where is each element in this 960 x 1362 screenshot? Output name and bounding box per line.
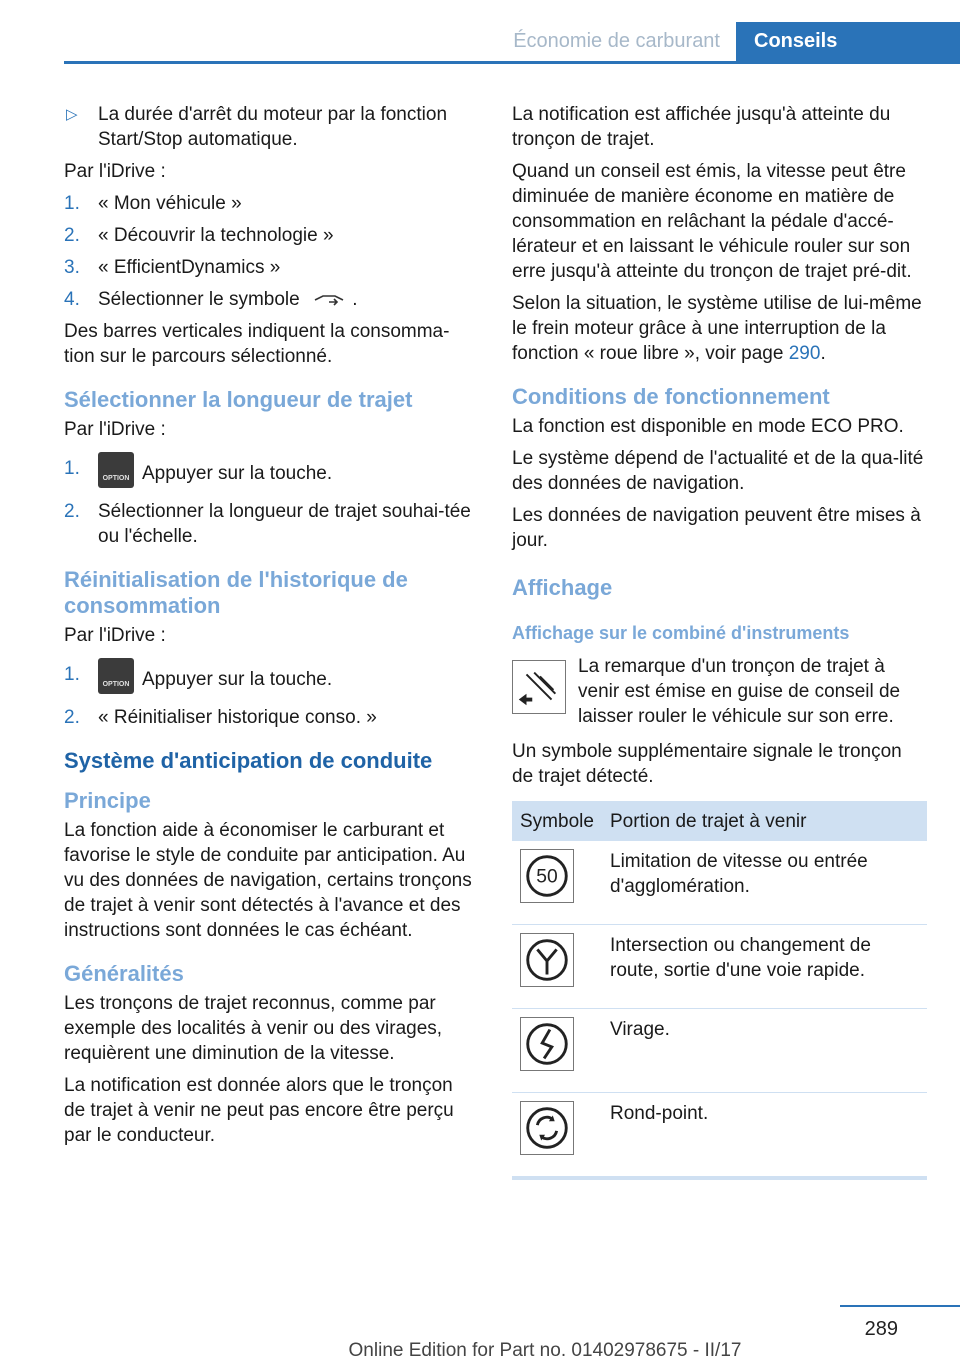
page-number: 289: [864, 1318, 898, 1340]
heading-conditions: Conditions de fonctionnement: [512, 384, 830, 409]
header-section-title: Économie de carburant: [513, 30, 720, 52]
header-tab-label: Conseils: [754, 30, 838, 52]
general-paragraph: Les tronçons de trajet reconnus, comme par exemple des localités à venir ou des virages, requièrent une diminution de la vitesse.: [64, 993, 443, 1064]
list-item: 1. OPTION Appuyer sur la touche.: [64, 456, 479, 492]
header-tab: [736, 22, 960, 63]
paragraph: Un symbole supplémentaire signale le tronçon de trajet détecté.: [512, 741, 902, 787]
paragraph: Le système dépend de l'actualité et de la qua-lité des données de navigation.: [512, 448, 924, 494]
table-header-portion: Portion de trajet à venir: [602, 801, 927, 841]
bars-paragraph: Des barres verticales indiquent la consomma-tion sur le parcours sélectionné.: [64, 321, 450, 367]
steps-list: [64, 191, 479, 312]
paragraph: La fonction est disponible en mode ECO PRO.: [512, 416, 904, 437]
list-item: 2. « Réinitialiser historique conso. »: [64, 707, 377, 728]
par-idrive: Par l'iDrive :: [64, 625, 166, 646]
footer-edition: Online Edition for Part no. 01402978675 - II/17: [348, 1340, 742, 1361]
paragraph: Quand un conseil est émis, la vitesse peut être diminuée de manière économe en matière de consommation en relâchant la pédale d'accé-lérateur et en laissant le véhicule rouler sur son erre jusqu'à atteinte du tronçon de trajet pré-dit.: [512, 161, 912, 282]
table-row: Intersection ou changement de route, sortie d'une voie rapide.: [512, 925, 927, 1009]
heading-affichage-sub: Affichage sur le combiné d'instruments: [512, 623, 850, 643]
page-link[interactable]: 290: [788, 343, 821, 364]
left-column: [64, 102, 479, 1155]
steps-list: [64, 662, 479, 730]
par-idrive: Par l'iDrive :: [64, 419, 166, 440]
table-header-symbol: Symbole: [512, 801, 602, 841]
heading-trajet: Sélectionner la longueur de trajet: [64, 387, 413, 412]
heading-reset: Réinitialisation de l'historique de consommation: [64, 567, 408, 618]
list-item: 2. Sélectionner la longueur de trajet souhai-tée ou l'échelle.: [64, 501, 471, 547]
heading-principe: Principe: [64, 788, 151, 813]
list-item: 1. « Mon véhicule »: [64, 193, 242, 214]
header-rule: [64, 61, 960, 64]
list-item: 1. OPTION Appuyer sur la touche.: [64, 662, 479, 698]
efficient-dynamics-symbol-icon: [313, 290, 347, 310]
roundabout-icon: [520, 1101, 574, 1155]
bullet-item: ▷ La durée d'arrêt du moteur par la fonction Start/Stop automatique.: [66, 104, 448, 150]
option-button-icon: OPTION: [98, 452, 134, 488]
note-block: La remarque d'un tronçon de trajet à venir est émise en guise de conseil de laisser rouler le véhicule sur son erre.: [512, 654, 927, 729]
table-row: 50 Limitation de vitesse ou entrée d'agglomération.: [512, 841, 927, 925]
par-idrive: Par l'iDrive :: [64, 161, 166, 182]
speed-limit-50-icon: [520, 849, 574, 903]
table-row: Rond-point.: [512, 1093, 927, 1179]
symbol-table: [512, 801, 927, 1180]
paragraph: Les données de navigation peuvent être mises à jour.: [512, 505, 921, 551]
coasting-hint-icon: [512, 660, 566, 714]
triangle-bullet-icon: ▷: [66, 106, 78, 123]
principe-paragraph: La fonction aide à économiser le carburant et favorise le style de conduite par anticipation. Au vu des données de navigation, certains tronçons de trajet à venir sont détectés à l'avance et des instructions sont données le cas échéant.: [64, 820, 472, 941]
paragraph: Selon la situation, le système utilise de lui-même le frein moteur grâce à une interruption de la fonction « roue libre », voir page 290.: [512, 293, 922, 364]
list-item: 2. « Découvrir la technologie »: [64, 225, 334, 246]
right-column: [512, 102, 927, 1180]
list-item: 3. « EfficientDynamics »: [64, 257, 281, 278]
table-row: Virage.: [512, 1009, 927, 1093]
general-paragraph: La notification est donnée alors que le tronçon de trajet à venir ne peut pas encore être perçu par le conducteur.: [64, 1075, 454, 1146]
curve-icon: [520, 1017, 574, 1071]
heading-general: Généralités: [64, 961, 184, 986]
list-item: 4. Sélectionner le symbole .: [64, 289, 358, 310]
heading-affichage: Affichage: [512, 575, 613, 600]
footer-rule: [840, 1305, 960, 1307]
intersection-icon: [520, 933, 574, 987]
paragraph: La notification est affichée jusqu'à atteinte du tronçon de trajet.: [512, 104, 891, 150]
option-button-icon: OPTION: [98, 658, 134, 694]
heading-system: Système d'anticipation de conduite: [64, 748, 433, 773]
svg-text:50: 50: [536, 866, 558, 888]
steps-list: [64, 456, 479, 549]
